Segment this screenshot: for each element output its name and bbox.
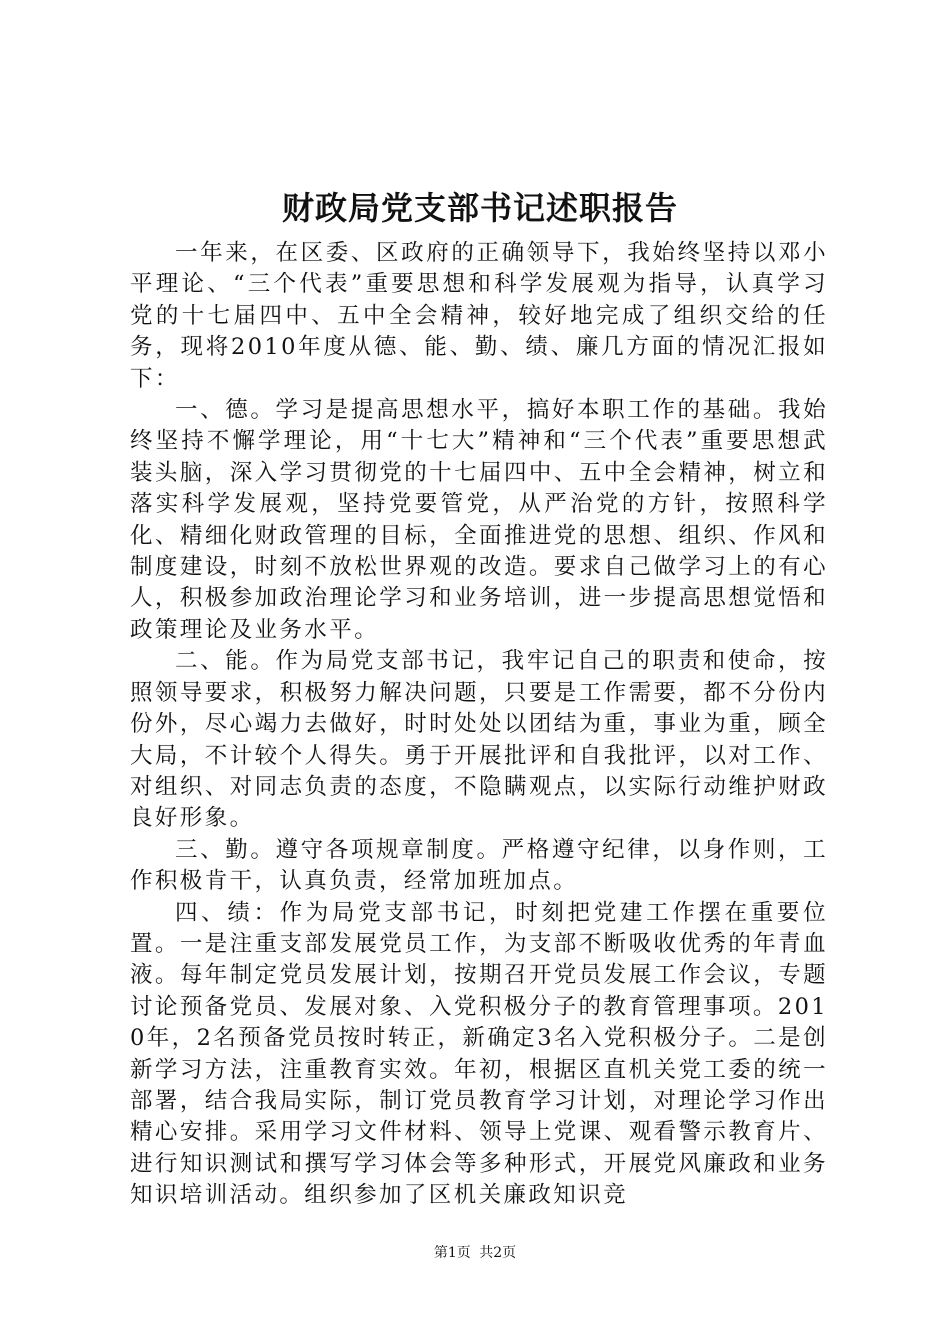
- document-body: [130, 238, 828, 1212]
- document-title: 财政局党支部书记述职报告: [281, 189, 678, 227]
- paragraph-neng: 二、能。作为局党支部书记，我牢记自己的职责和使命，按照领导要求，积极努力解决问题，只要是工作需要，都不分份内份外，尽心竭力去做好，时时处处以团结为重，事业为重，顾全大局，不计较个人得失。勇于开展批评和自我批评，以对工作、对组织、对同志负责的态度，不隐瞒观点，以实际行动维护财政良好形象。: [130, 648, 828, 832]
- paragraph-ji: 四、绩：作为局党支部书记，时刻把党建工作摆在重要位置。一是注重支部发展党员工作，为支部不断吸收优秀的年青血液。每年制定党员发展计划，按期召开党员发展工作会议，专题讨论预备党员、发展对象、入党积极分子的教育管理事项。2010年，2名预备党员按时转正，新确定3名入党积极分子。二是创新学习方法，注重教育实效。年初，根据区直机关党工委的统一部署，结合我局实际，制订党员教育学习计划，对理论学习作出精心安排。采用学习文件材料、领导上党课、观看警示教育片、进行知识测试和撰写学习体会等多种形式，开展党风廉政和业务知识培训活动。组织参加了区机关廉政知识竞: [130, 899, 828, 1209]
- paragraph-intro: 一年来，在区委、区政府的正确领导下，我始终坚持以邓小平理论、“三个代表”重要思想和科学发展观为指导，认真学习党的十七届四中、五中全会精神，较好地完成了组织交给的任务，现将2010年度从德、能、勤、绩、廉几方面的情况汇报如下：: [130, 240, 828, 392]
- page-total: 共2页: [479, 1245, 517, 1261]
- page-footer: [0, 1243, 950, 1263]
- page-number: 第1页: [433, 1245, 471, 1261]
- paragraph-qin: 三、勤。遵守各项规章制度。严格遵守纪律，以身作则，工作积极肯干，认真负责，经常加班加点。: [130, 836, 828, 895]
- paragraph-de: 一、德。学习是提高思想水平，搞好本职工作的基础。我始终坚持不懈学理论，用“十七大”精神和“三个代表”重要思想武装头脑，深入学习贯彻党的十七届四中、五中全会精神，树立和落实科学发展观，坚持党要管党，从严治党的方针，按照科学化、精细化财政管理的目标，全面推进党的思想、组织、作风和制度建设，时刻不放松世界观的改造。要求自己做学习上的有心人，积极参加政治理论学习和业务培训，进一步提高思想觉悟和政策理论及业务水平。: [130, 397, 828, 643]
